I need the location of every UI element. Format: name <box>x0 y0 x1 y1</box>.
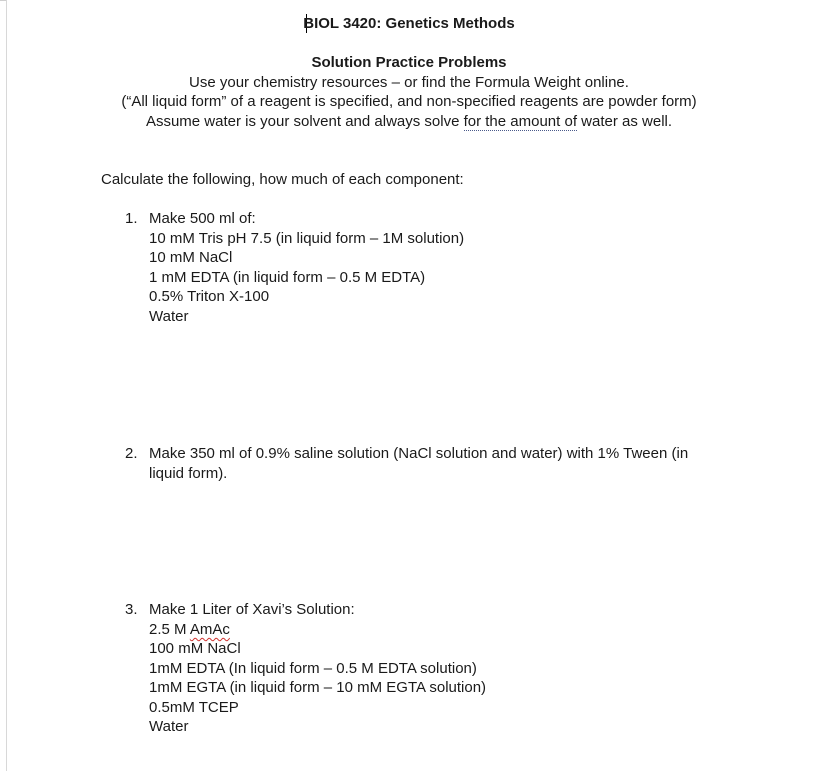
problem-3-line: 1mM EGTA (in liquid form – 10 mM EGTA solution) <box>149 679 487 696</box>
problem-1-line: 0.5% Triton X-100 <box>149 288 270 305</box>
problem-2-line: liquid form). <box>149 465 228 482</box>
instruction-3-post: water as well. <box>577 113 673 130</box>
instruction-3-pre: Assume water is your solvent and always solve <box>145 113 464 130</box>
prompt: Calculate the following, how much of each component: <box>101 171 464 188</box>
course-title: BIOL 3420: Genetics Methods <box>303 15 515 32</box>
problem-3-number: 3. <box>125 601 138 618</box>
problem-1-line: 1 mM EDTA (in liquid form – 0.5 M EDTA) <box>149 269 426 286</box>
problem-1-line: 10 mM Tris pH 7.5 (in liquid form – 1M solution) <box>149 230 465 247</box>
instruction-3-marked-phrase: for the amount of <box>463 113 577 130</box>
problem-3-line: 100 mM NaCl <box>149 640 241 657</box>
misspelled-word[interactable]: AmAc <box>189 621 230 638</box>
problem-3-line: Make 1 Liter of Xavi’s Solution: <box>149 601 355 618</box>
instruction-line-3 <box>0 112 818 132</box>
problem-3-line: 1mM EDTA (In liquid form – 0.5 M EDTA solution) <box>149 660 477 677</box>
instruction-line-1: Use your chemistry resources – or find the Formula Weight online. <box>189 74 629 91</box>
amac-prefix: 2.5 M <box>149 621 190 638</box>
problem-3-line: 0.5mM TCEP <box>149 699 239 716</box>
instruction-line-2: (“All liquid form” of a reagent is specified, and non-specified reagents are powder form) <box>121 93 697 110</box>
problem-2-number: 2. <box>125 445 138 462</box>
problem-2-line: Make 350 ml of 0.9% saline solution (NaCl solution and water) with 1% Tween (in <box>149 445 689 462</box>
subtitle: Solution Practice Problems <box>311 54 507 71</box>
problem-1-line: Water <box>149 308 189 325</box>
problem-3-line: Water <box>149 718 189 735</box>
problem-1-number: 1. <box>125 210 138 227</box>
problem-1-line: Make 500 ml of: <box>149 210 256 227</box>
problem-1-line: 10 mM NaCl <box>149 249 233 266</box>
problem-3-line-amac <box>149 620 230 640</box>
